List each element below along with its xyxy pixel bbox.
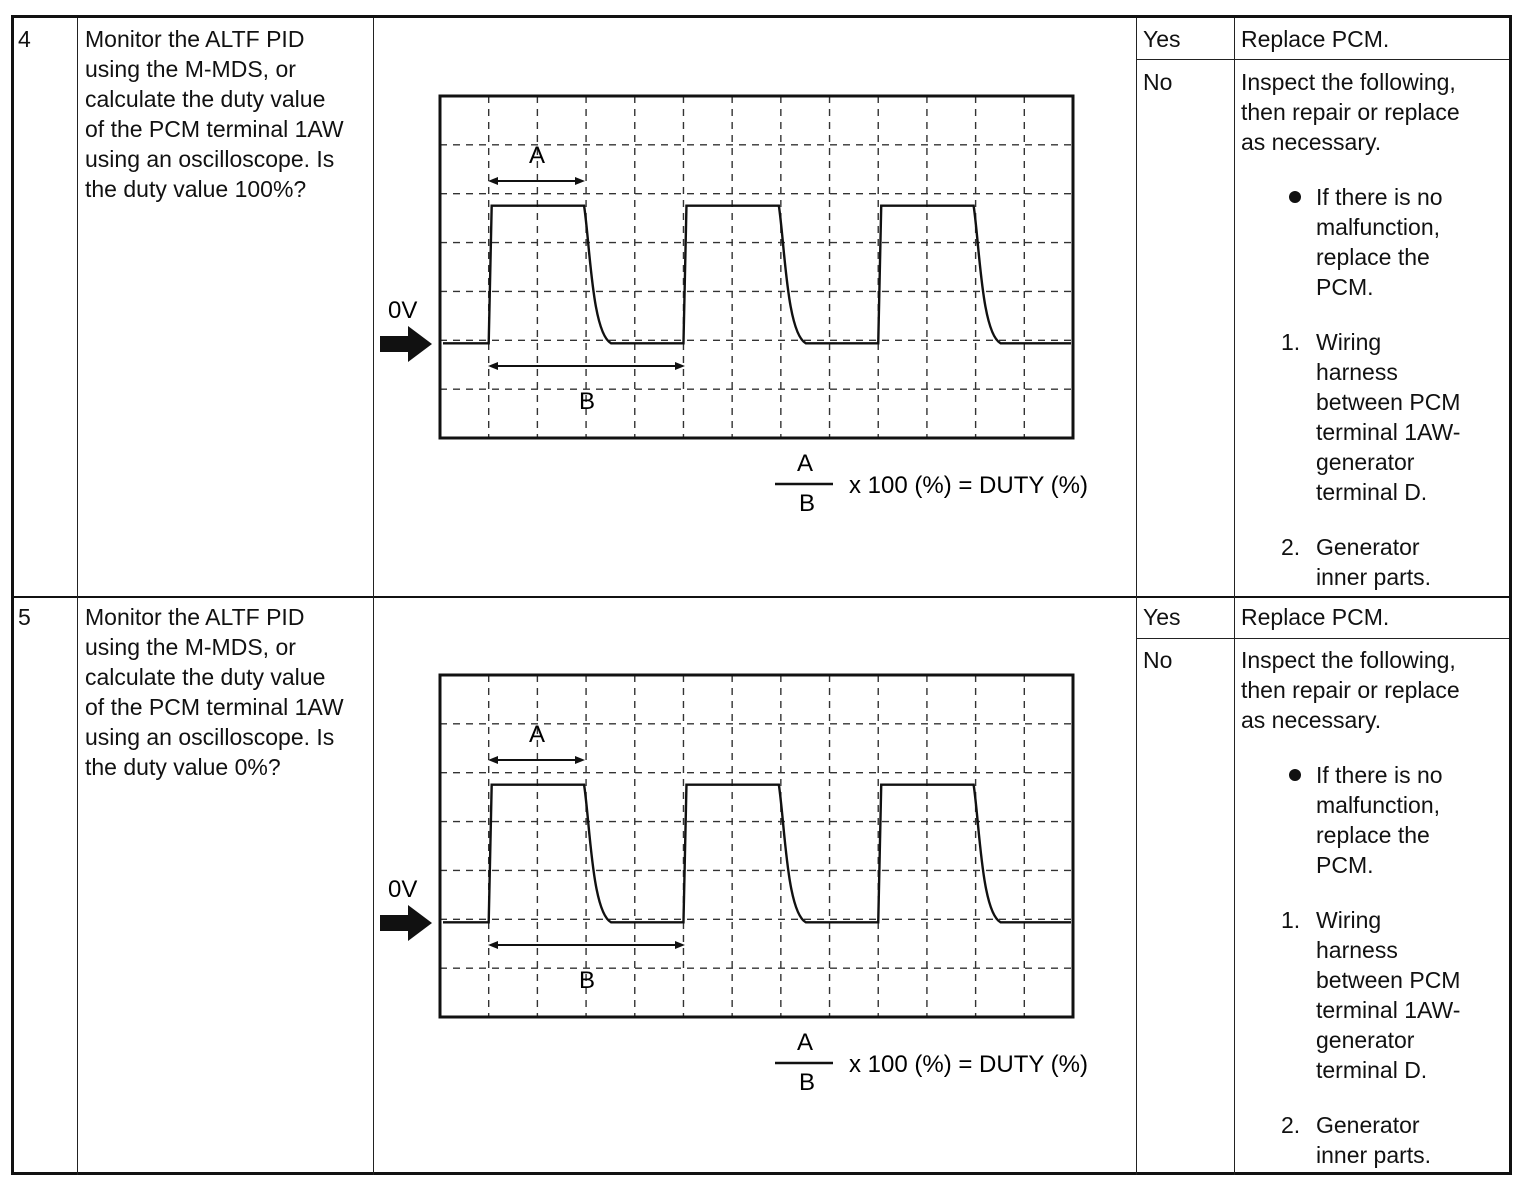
action-line: as necessary. — [1241, 129, 1382, 155]
bullet-line: PCM. — [1316, 274, 1374, 300]
numbered-item — [1241, 905, 1503, 1085]
bullet-icon — [1289, 191, 1301, 203]
item-line: generator — [1316, 449, 1415, 475]
oscilloscope-figure — [374, 596, 1137, 1175]
item-line: generator — [1316, 1027, 1415, 1053]
action-no — [1241, 67, 1503, 592]
interval-a-arrow — [488, 756, 585, 764]
item-number: 1. — [1281, 907, 1301, 933]
result-no: No — [1143, 69, 1173, 95]
bullet-line: PCM. — [1316, 852, 1374, 878]
numbered-item — [1241, 532, 1503, 592]
description-line: calculate the duty value — [85, 86, 326, 112]
bullet-line: malfunction, — [1316, 792, 1441, 818]
description-line: using an oscilloscope. Is — [85, 724, 335, 750]
label-b: B — [578, 967, 596, 994]
action-yes: Replace PCM. — [1241, 26, 1390, 52]
figure-cell — [374, 596, 1137, 1175]
formula-text: x 100 (%) = DUTY (%) — [849, 472, 1088, 499]
item-line: Generator — [1316, 1112, 1420, 1138]
zero-volt-label: 0V — [388, 297, 418, 324]
formula-text: x 100 (%) = DUTY (%) — [849, 1051, 1088, 1078]
label-a: A — [528, 721, 546, 748]
step-number: 4 — [18, 26, 31, 52]
description-line: calculate the duty value — [85, 664, 326, 690]
numbered-item — [1241, 327, 1503, 507]
item-line: terminal D. — [1316, 1057, 1428, 1083]
bullet-line: replace the — [1316, 244, 1430, 270]
result-cell — [1137, 596, 1235, 1175]
yes-no-divider — [1137, 638, 1509, 639]
action-line: as necessary. — [1241, 707, 1382, 733]
description-line: the duty value 0%? — [85, 754, 281, 780]
description-line: of the PCM terminal 1AW — [85, 694, 344, 720]
table-row-step-4 — [14, 18, 1509, 598]
step-number: 5 — [18, 604, 31, 630]
formula-denominator: B — [798, 1069, 816, 1096]
bullet-item — [1241, 760, 1503, 880]
description-line: using an oscilloscope. Is — [85, 146, 335, 172]
action-line: then repair or replace — [1241, 99, 1460, 125]
action-yes: Replace PCM. — [1241, 604, 1390, 630]
step-cell — [14, 596, 78, 1175]
formula-numerator: A — [796, 450, 814, 477]
interval-b-arrow — [488, 941, 685, 949]
item-number: 2. — [1281, 1112, 1301, 1138]
label-b: B — [578, 388, 596, 415]
oscilloscope-figure — [374, 18, 1137, 596]
numbered-item — [1241, 1110, 1503, 1170]
description-cell — [78, 18, 374, 596]
description-line: Monitor the ALTF PID — [85, 604, 305, 630]
item-line: terminal 1AW- — [1316, 419, 1461, 445]
item-line: Wiring — [1316, 329, 1382, 355]
arrow-right-icon — [380, 905, 432, 941]
item-line: Wiring — [1316, 907, 1382, 933]
item-line: inner parts. — [1316, 1142, 1432, 1168]
formula-numerator: A — [796, 1029, 814, 1056]
item-line: terminal D. — [1316, 479, 1428, 505]
action-cell — [1235, 18, 1509, 596]
description-line: the duty value 100%? — [85, 176, 307, 202]
bullet-item — [1241, 182, 1503, 302]
result-cell — [1137, 18, 1235, 596]
arrow-right-icon — [380, 326, 432, 362]
bullet-icon — [1289, 769, 1301, 781]
diagnostic-table — [11, 15, 1512, 1175]
bullet-line: If there is no — [1316, 184, 1443, 210]
table-row-step-5 — [14, 596, 1509, 1175]
zero-volt-label: 0V — [388, 876, 418, 903]
interval-a-arrow — [488, 177, 585, 185]
bullet-line: If there is no — [1316, 762, 1443, 788]
action-cell — [1235, 596, 1509, 1175]
result-yes: Yes — [1143, 604, 1181, 630]
result-yes: Yes — [1143, 26, 1181, 52]
label-a: A — [528, 142, 546, 169]
formula-denominator: B — [798, 490, 816, 517]
description-line: of the PCM terminal 1AW — [85, 116, 344, 142]
description-line: using the M-MDS, or — [85, 634, 296, 660]
action-line: Inspect the following, — [1241, 647, 1456, 673]
item-line: terminal 1AW- — [1316, 997, 1461, 1023]
step-description — [85, 24, 375, 204]
bullet-line: replace the — [1316, 822, 1430, 848]
interval-b-arrow — [488, 362, 685, 370]
bullet-line: malfunction, — [1316, 214, 1441, 240]
item-line: between PCM — [1316, 389, 1461, 415]
item-line: harness — [1316, 359, 1398, 385]
item-line: harness — [1316, 937, 1398, 963]
step-description — [85, 602, 375, 782]
item-line: inner parts. — [1316, 564, 1432, 590]
step-cell — [14, 18, 78, 596]
description-line: using the M-MDS, or — [85, 56, 296, 82]
action-no — [1241, 645, 1503, 1170]
action-line: Inspect the following, — [1241, 69, 1456, 95]
description-cell — [78, 596, 374, 1175]
item-line: between PCM — [1316, 967, 1461, 993]
action-line: then repair or replace — [1241, 677, 1460, 703]
result-no: No — [1143, 647, 1173, 673]
item-number: 2. — [1281, 534, 1301, 560]
item-line: Generator — [1316, 534, 1420, 560]
yes-no-divider — [1137, 59, 1509, 60]
figure-cell — [374, 18, 1137, 596]
description-line: Monitor the ALTF PID — [85, 26, 305, 52]
item-number: 1. — [1281, 329, 1301, 355]
